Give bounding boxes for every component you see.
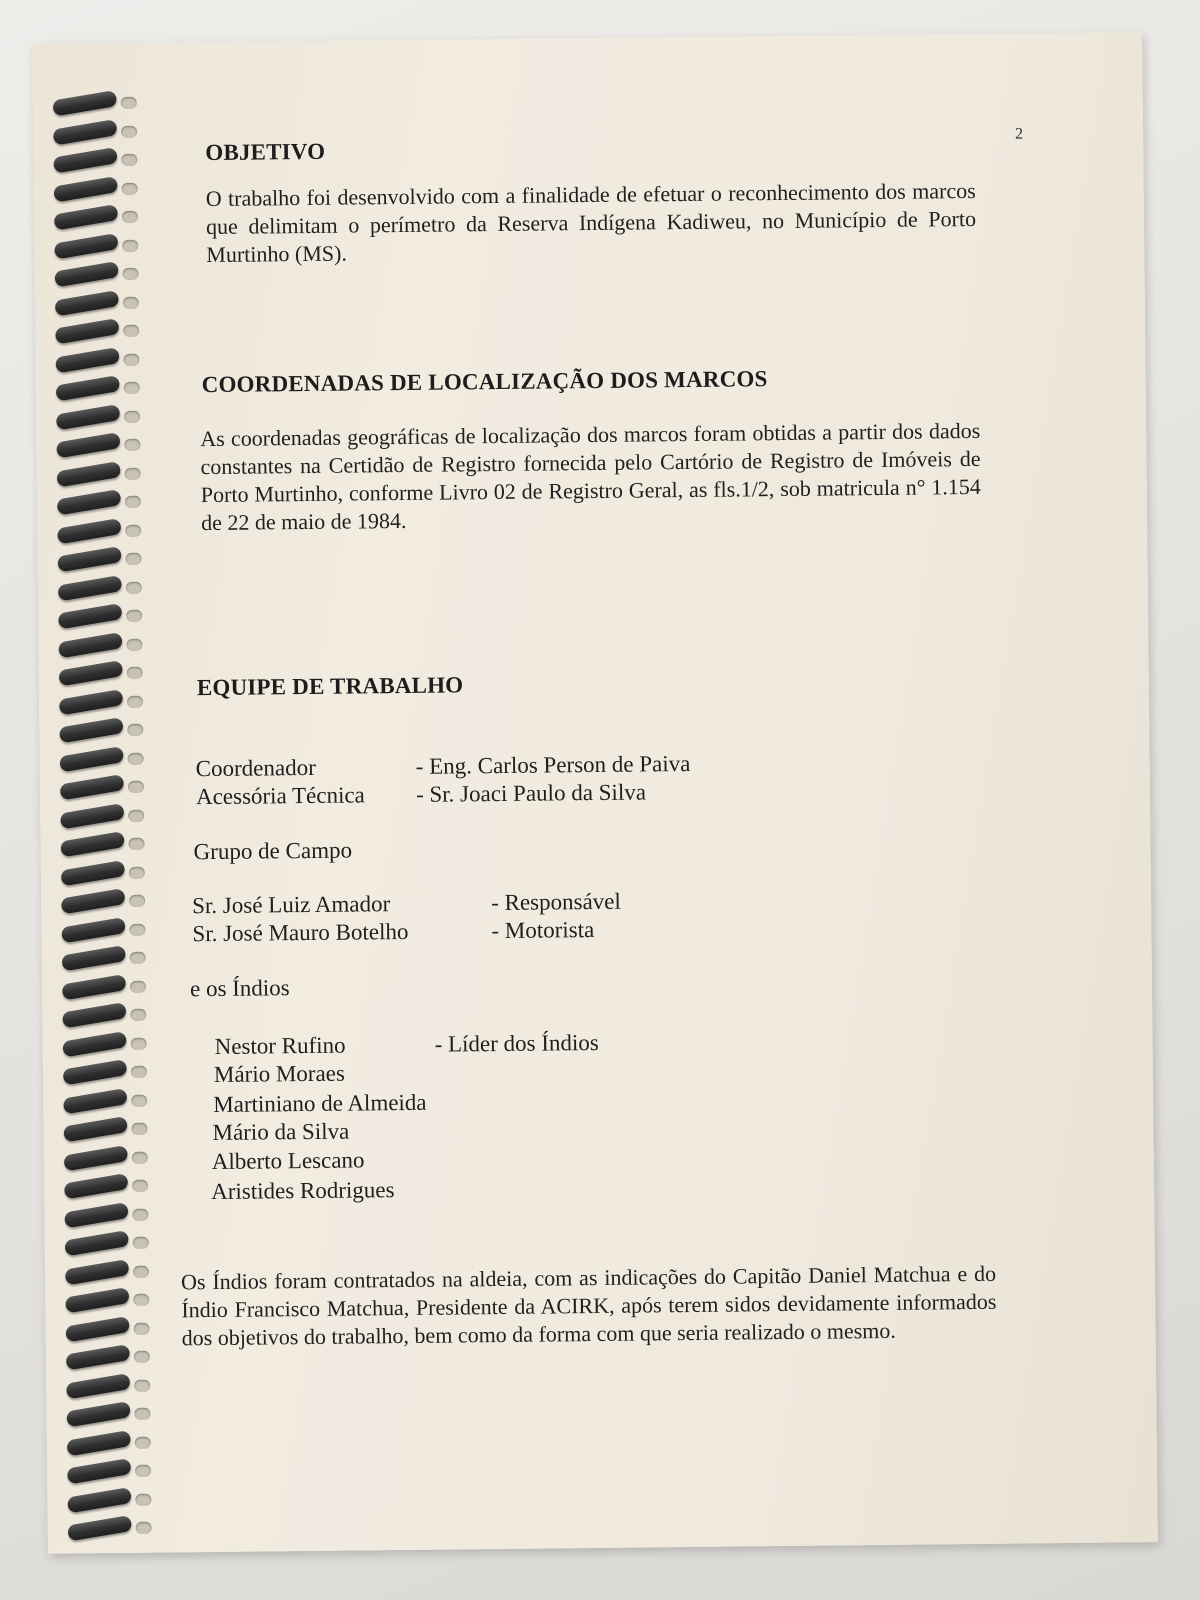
binding-coil [57,603,123,629]
indio-name: Mário da Silva [212,1118,350,1146]
objetivo-heading: OBJETIVO [205,138,326,166]
binding-coil [62,1031,128,1057]
binding-coil [64,1230,130,1256]
binding-hole [133,1294,149,1306]
coordenadas-paragraph: As coordenadas geográficas de localização dos marcos foram obtidas a partir dos dados constantes na Certidão de Registro fornecida pelo Cartório de Registro de Imóveis de Porto Murtinho, conforme Livro 02 de Registro Geral, as fls.1/2, sob matricula n° 1.154 de 22 de maio de 1984. [200,417,981,536]
binding-coil [62,1059,128,1085]
binding-hole [133,1265,149,1277]
binding-hole [123,325,139,337]
binding-hole [130,1009,146,1021]
binding-hole [126,610,142,622]
binding-coil [55,404,121,430]
binding-coil [52,90,118,116]
binding-coil [64,1287,130,1313]
binding-hole [132,1151,148,1163]
binding-coil [61,945,127,971]
indio-name: Nestor Rufino [214,1032,346,1059]
binding-coil [56,489,122,515]
binding-hole [131,1066,147,1078]
binding-hole [127,724,143,736]
binding-hole [128,809,144,821]
campo-member-name: Sr. José Mauro Botelho [192,918,409,947]
binding-hole [136,1522,152,1534]
binding-hole [125,496,141,508]
binding-hole [125,524,141,536]
campo-member-role: - Motorista [491,917,595,944]
binding-hole [129,866,145,878]
binding-coil [60,888,126,914]
binding-coil [57,575,123,601]
binding-hole [125,553,141,565]
binding-coil [66,1458,132,1484]
binding-hole [125,467,141,479]
binding-hole [129,895,145,907]
binding-hole [122,239,138,251]
binding-coil [52,119,118,145]
binding-coil [55,347,121,373]
campo-member-name: Sr. José Luiz Amador [192,891,391,919]
binding-coil [54,318,120,344]
binding-hole [134,1379,150,1391]
binding-coil [53,176,119,202]
binding-hole [130,980,146,992]
binding-coil [64,1202,130,1228]
binding-coil [65,1373,131,1399]
binding-hole [131,1094,147,1106]
binding-hole [134,1408,150,1420]
coordenador-role: Coordenador [195,754,316,782]
binding-hole [127,667,143,679]
page-number: 2 [1015,125,1024,143]
binding-hole [124,410,140,422]
binding-hole [128,781,144,793]
binding-hole [124,382,140,394]
binding-coil [61,917,127,943]
objetivo-paragraph: O trabalho foi desenvolvido com a finalidade de efetuar o reconhecimento dos marcos que delimitam o perímetro da Reserva Indígena Kadiweu, no Município de Porto Murtinho (MS). [205,177,977,268]
binding-hole [123,296,139,308]
binding-coil [56,461,122,487]
binding-hole [132,1180,148,1192]
binding-hole [126,581,142,593]
binding-hole [124,439,140,451]
binding-coil [65,1316,131,1342]
binding-hole [122,268,138,280]
binding-hole [130,952,146,964]
binding-coil [56,518,122,544]
binding-coil [63,1173,129,1199]
binding-coil [64,1259,130,1285]
binding-coil [53,233,119,259]
binding-hole [126,638,142,650]
indios-label: e os Índios [189,975,290,1002]
binding-hole [134,1351,150,1363]
binding-hole [128,752,144,764]
binding-coil [59,803,125,829]
indio-name: Martiniano de Almeida [213,1089,427,1118]
binding-coil [57,546,123,572]
binding-coil [63,1116,129,1142]
binding-coil [59,774,125,800]
binding-hole [134,1322,150,1334]
binding-coil [53,204,119,230]
indio-role: - Líder dos Índios [434,1029,599,1057]
binding-coil [66,1430,132,1456]
assessoria-name: - Sr. Joaci Paulo da Silva [415,779,647,807]
equipe-heading: EQUIPE DE TRABALHO [196,672,464,701]
binding-coil [58,632,124,658]
binding-coil [60,860,126,886]
binding-hole [123,353,139,365]
closing-paragraph: Os Índios foram contratados na aldeia, com as indicações do Capitão Daniel Matchua e do Índio Francisco Matchua, Presidente da ACIRK, após terem sidos devidamente informados dos objetivos do trabalho, bem como da forma com que seria realizado o mesmo. [180,1260,997,1351]
binding-coil [59,746,125,772]
binding-coil [58,717,124,743]
binding-coil [62,1088,128,1114]
binding-hole [135,1465,151,1477]
binding-hole [135,1436,151,1448]
binding-coil [52,147,118,173]
binding-hole [127,695,143,707]
document-page [32,32,1158,1554]
binding-hole [131,1123,147,1135]
binding-coil [55,375,121,401]
coordenador-name: - Eng. Carlos Person de Paiva [415,751,691,779]
binding-coil [61,974,127,1000]
binding-hole [122,182,138,194]
binding-hole [121,97,137,109]
coordenadas-heading: COORDENADAS DE LOCALIZAÇÃO DOS MARCOS [201,366,768,398]
binding-hole [133,1237,149,1249]
binding-hole [121,125,137,137]
assessoria-role: Acessória Técnica [195,782,365,810]
binding-coil [63,1145,129,1171]
binding-coil [55,432,121,458]
binding-hole [122,211,138,223]
binding-hole [128,838,144,850]
grupo-campo-label: Grupo de Campo [193,837,353,865]
indio-name: Alberto Lescano [211,1147,365,1175]
campo-member-role: - Responsável [491,888,621,916]
binding-coil [65,1344,131,1370]
binding-hole [135,1493,151,1505]
binding-coil [66,1401,132,1427]
binding-coil [54,290,120,316]
indio-name: Aristides Rodrigues [211,1177,395,1205]
binding-coil [61,1002,127,1028]
binding-coil [60,831,126,857]
binding-coil [66,1487,132,1513]
binding-hole [131,1037,147,1049]
spiral-binding [47,91,172,1572]
indio-name: Mário Moraes [213,1060,345,1088]
binding-hole [129,923,145,935]
binding-hole [121,154,137,166]
binding-hole [132,1208,148,1220]
binding-coil [54,261,120,287]
binding-coil [67,1515,133,1541]
binding-coil [58,660,124,686]
binding-coil [58,689,124,715]
